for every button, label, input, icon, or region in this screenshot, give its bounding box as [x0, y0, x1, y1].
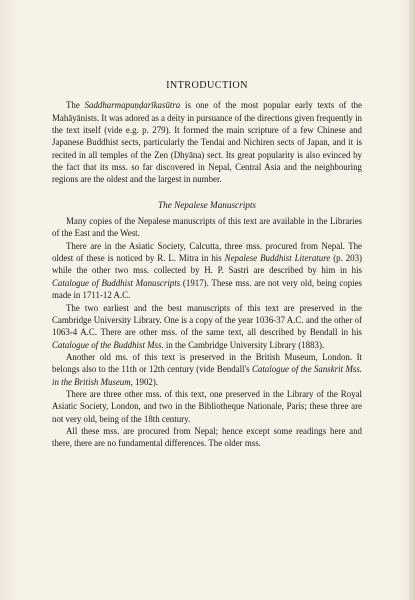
- paragraph-copies: Many copies of the Nepalese manuscripts of this text are available in the Libraries of the East and the West.: [52, 216, 362, 239]
- paragraph-intro: [52, 99, 362, 185]
- para1-title: Saddharmapuṇḍarīkasūtra: [84, 100, 181, 111]
- para4-title: Catalogue of the Buddhist Mss.: [52, 339, 164, 350]
- para3-title2: Catalogue of Buddhist Manuscripts: [52, 277, 181, 288]
- para3-title1: Nepalese Buddhist Literature: [224, 253, 331, 264]
- para3-c: (1917). These mss. are not very old, being copies made in 1711-12 A.C.: [52, 277, 362, 301]
- paragraph-other-mss: There are three other mss. of this text, one preserved in the Library of the Royal Asiatic Society, London, and two in the Bibliotheque Nationale, Paris; these three are not very old, being of the 18th century.: [52, 388, 362, 424]
- paragraph-cambridge: [52, 302, 362, 351]
- para3-a: There are in the Asiatic Society, Calcutta, three mss. procured from Nepal. The oldest of these is noticed by R. L. Mitra in his: [52, 240, 362, 264]
- para5-title: Catalogue of the Sanskrit Mss. in the British Museum: [52, 364, 362, 387]
- paragraph-british-museum: [52, 351, 362, 388]
- para5-b: , 1902).: [130, 376, 159, 387]
- para5-a: Another old ms. of this text is preserved in the British Museum, London. It belongs also to the 11th or 12th century (vide Bendall's: [52, 351, 362, 375]
- para4-b: in the Cambridge University Library (1883).: [163, 339, 325, 350]
- page-content: [52, 80, 362, 450]
- paragraph-asiatic-society: [52, 240, 362, 302]
- page-heading: INTRODUCTION: [166, 80, 248, 91]
- para4-a: The two earliest and the best manuscripts of this text are preserved in the Cambridge University Library. One is a copy of the year 1036-37 A.C. and the other of 1063-4 A.C. There are other mss. of the same text, all described by Bendall in his: [52, 302, 362, 338]
- para1-post: is one of the most popular early texts of the Mahāyānists. It was adored as a deity in pursuance of the directions given frequently in the text itself (vide e.g. p. 279). It formed the main scripture of a few Chinese and Japanese Buddhist sects, particularly the Tendai and Nichiren sects of Japan, and it is recited in all temples of the Zen (Dhyāna) sect. Its great popularity is also evinced by the fact that its mss. so far discovered in Nepal, Central Asia and the neighbouring regions are the oldest and the largest in number.: [52, 100, 362, 185]
- para3-b: (p. 203) while the other two mss. collected by H. P. Sastri are described by him in his: [52, 253, 362, 276]
- para1-pre: The: [66, 100, 85, 111]
- section-subheading: The Nepalese Manuscripts: [158, 199, 256, 210]
- paragraph-nepal: All these mss. are procured from Nepal; hence except some readings here and there, there are no fundamental differences. The older mss.: [52, 425, 362, 449]
- page-edge: [409, 0, 415, 600]
